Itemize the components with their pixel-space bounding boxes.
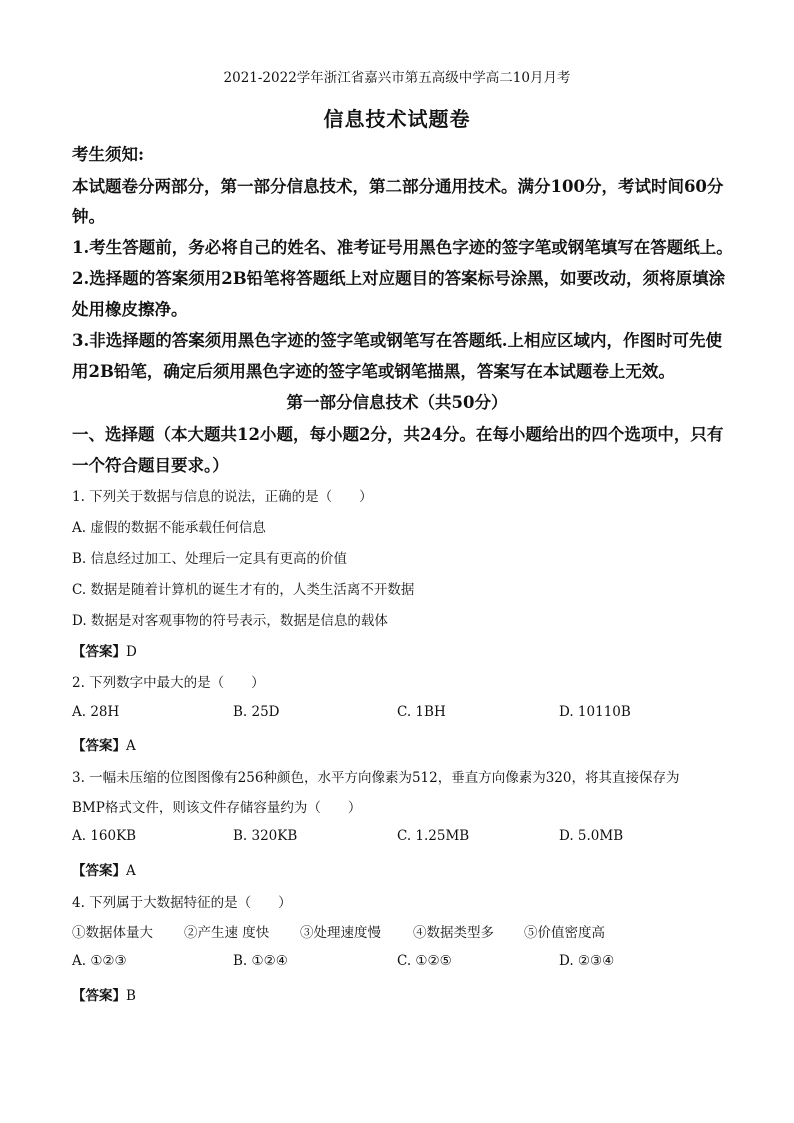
question-2-option-c: C. 1BH [397,704,446,720]
question-3-option-d: D. 5.0MB [559,828,624,844]
question-4-option-b: B. ①②④ [233,953,288,969]
question-1-option-d: D. 数据是对客观事物的符号表示，数据是信息的载体 [72,613,388,629]
section-instructions-line2: 一个符合题目要求。） [72,456,229,475]
question-4-feature-1: ①数据体量大 [72,925,153,941]
answer-label: 【答案】 [72,988,126,1004]
part1-title: 第一部分信息技术（共50分） [286,393,508,412]
question-1-option-b: B. 信息经过加工、处理后一定具有更高的价值 [72,551,348,567]
notice-p4-line2: 用2B铅笔，确定后须用黑色字迹的签字笔或钢笔描黑，答案写在本试题卷上无效。 [72,362,675,381]
question-4-option-d: D. ②③④ [559,953,615,969]
question-2-option-a: A. 28H [72,704,120,720]
question-1-option-a: A. 虚假的数据不能承载任何信息 [72,520,266,536]
question-4-answer [72,984,136,1004]
question-3-option-c: C. 1.25MB [397,828,470,844]
question-4-option-a: A. ①②③ [72,953,127,969]
notice-p4-line1: 3.非选择题的答案须用黑色字迹的签字笔或钢笔写在答题纸.上相应区域内，作图时可先使 [72,331,722,350]
answer-label: 【答案】 [72,644,126,660]
question-3-option-b: B. 320KB [233,828,298,844]
question-4-feature-3: ③处理速度慢 [300,925,381,941]
question-1-stem: 1. 下列关于数据与信息的说法，正确的是（ ） [72,489,373,505]
notice-p3-line2: 处用橡皮擦净。 [72,300,188,319]
answer-value: B [126,988,136,1004]
question-4-option-c: C. ①②⑤ [397,953,452,969]
answer-value: A [126,863,136,879]
notice-p2: 1.考生答题前，务必将自己的姓名、准考证号用黑色字迹的签字笔或钢笔填写在答题纸上。 [72,238,733,257]
question-1-answer [72,640,137,660]
page-title: 信息技术试题卷 [323,107,471,131]
answer-label: 【答案】 [72,863,126,879]
answer-label: 【答案】 [72,738,126,754]
answer-value: D [126,644,137,660]
notice-heading: 考生须知: [72,145,145,164]
answer-value: A [126,738,136,754]
question-4-feature-4: ④数据类型多 [413,925,494,941]
question-2-option-d: D. 10110B [559,704,631,720]
question-3-stem-line1: 3. 一幅未压缩的位图图像有256种颜色，水平方向像素为512，垂直方向像素为320，将其直接保存为 [72,770,680,786]
notice-p1-line1: 本试题卷分两部分，第一部分信息技术，第二部分通用技术。满分100分，考试时间60分 [72,177,724,196]
notice-p1-line2: 钟。 [72,207,105,226]
section-instructions-line1: 一、选择题（本大题共12小题，每小题2分，共24分。在每小题给出的四个选项中，只有 [72,425,724,444]
question-4-stem: 4. 下列属于大数据特征的是（ ） [72,895,292,911]
question-4-feature-5: ⑤价值密度高 [524,925,605,941]
question-3-answer [72,859,136,879]
question-2-answer [72,734,136,754]
question-2-stem: 2. 下列数字中最大的是（ ） [72,675,265,691]
question-3-option-a: A. 160KB [72,828,137,844]
question-3-stem-line2: BMP格式文件，则该文件存储容量约为（ ） [72,800,362,816]
notice-p3-line1: 2.选择题的答案须用2B铅笔将答题纸上对应题目的答案标号涂黑，如要改动，须将原填涂 [72,269,726,288]
exam-name: 2021-2022学年浙江省嘉兴市第五高级中学高二10月月考 [223,70,571,86]
question-1-option-c: C. 数据是随着计算机的诞生才有的，人类生活离不开数据 [72,582,415,598]
question-2-option-b: B. 25D [233,704,280,720]
question-4-feature-2: ②产生速 度快 [184,925,270,941]
